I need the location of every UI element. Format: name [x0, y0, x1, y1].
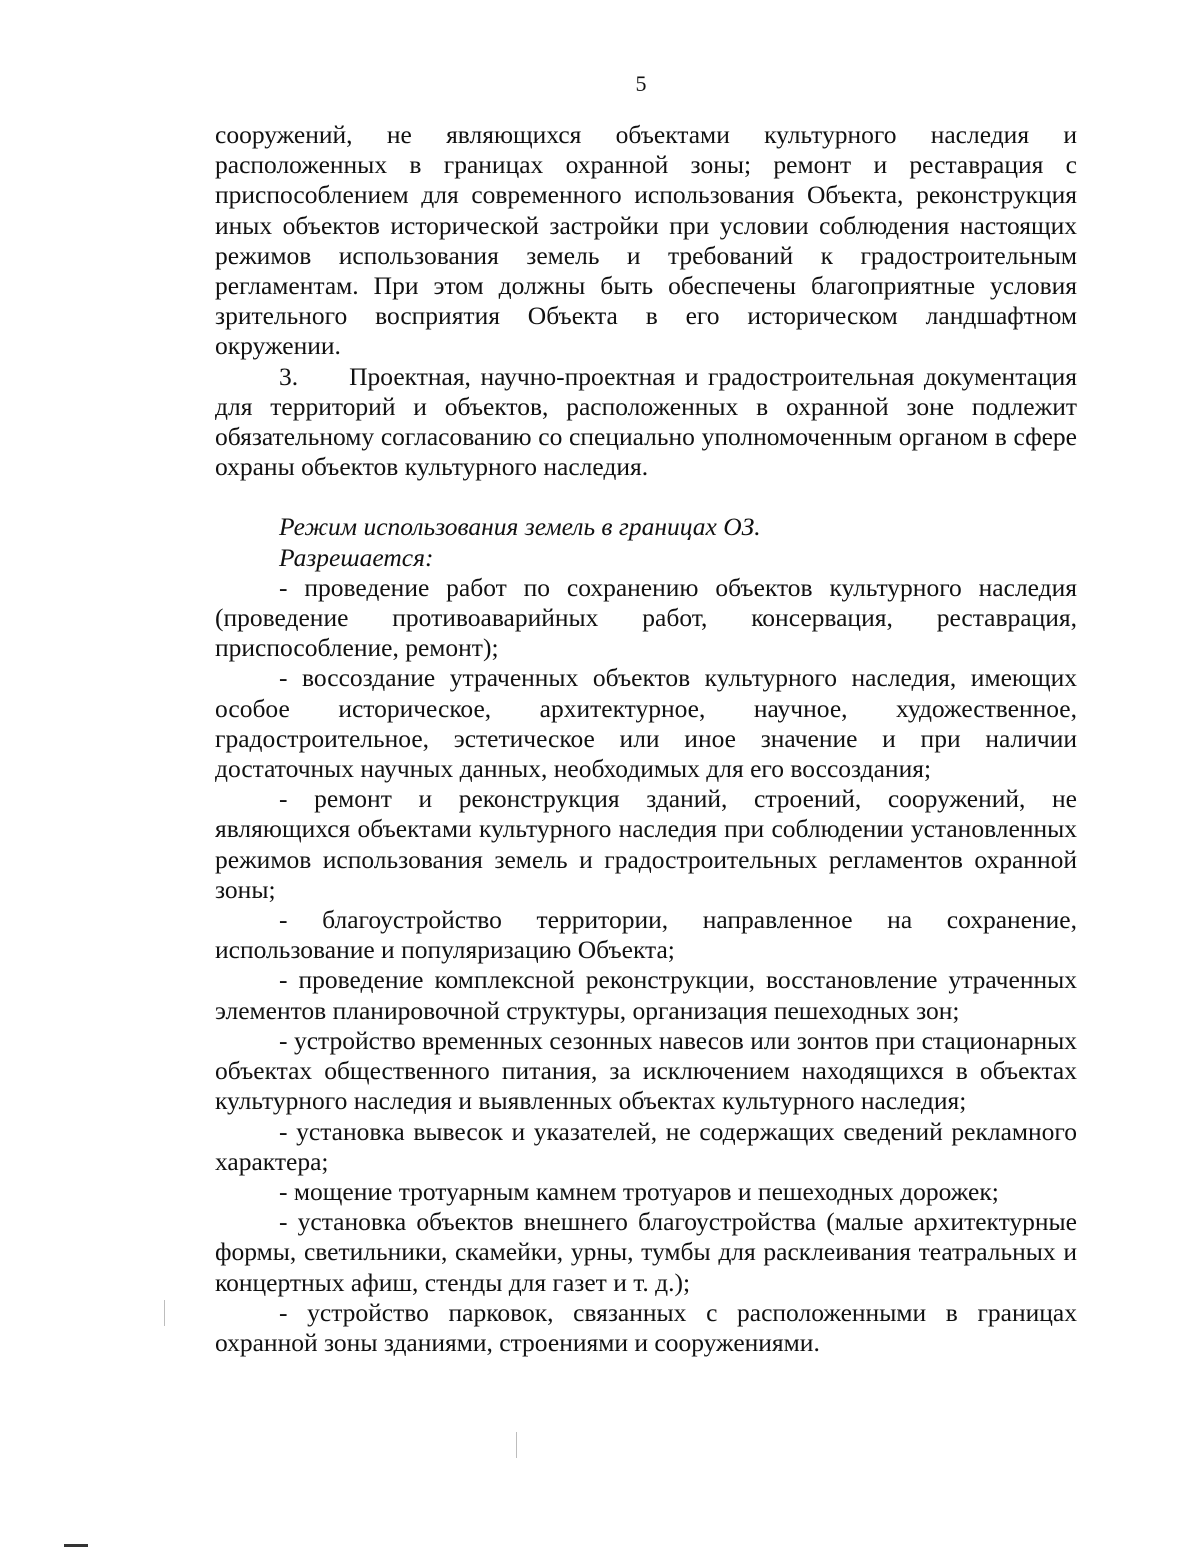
scan-artifact	[164, 1300, 165, 1326]
document-body	[215, 120, 1077, 1358]
list-item: - ремонт и реконструкция зданий, строений, сооружений, не являющихся объектами культурного наследия при соблюдении установленных режимов использования земель и градостроительных регламентов охранной зоны;	[215, 784, 1077, 904]
list-item: - устройство парковок, связанных с расположенными в границах охранной зоны зданиями, строениями и сооружениями.	[215, 1297, 1077, 1357]
paragraph-continuation: сооружений, не являющихся объектами культурного наследия и расположенных в границах охранной зоны; ремонт и реставрация с приспособлением для современного использования Объекта, реконструкция иных объектов исторической застройки при условии соблюдения настоящих режимов использования земель и требований к градостроительным регламентам. При этом должны быть обеспечены благоприятные условия зрительного восприятия Объекта в его историческом ландшафтном окружении.	[215, 120, 1077, 361]
list-item: - мощение тротуарным камнем тротуаров и пешеходных дорожек;	[279, 1176, 999, 1206]
page-number: 5	[635, 71, 647, 96]
list-item: - установка вывесок и указателей, не содержащих сведений рекламного характера;	[215, 1116, 1077, 1176]
section-title: Режим использования земель в границах ОЗ.	[279, 512, 761, 542]
spacer	[215, 482, 1077, 512]
scan-artifact	[516, 1432, 517, 1458]
scan-artifact	[64, 1544, 88, 1547]
list-item: - благоустройство территории, направленное на сохранение, использование и популяризацию Объекта;	[215, 905, 1077, 965]
allowed-label: Разрешается:	[279, 542, 434, 572]
list-item: - устройство временных сезонных навесов или зонтов при стационарных объектах общественного питания, за исключением находящихся в объектах культурного наследия и выявленных объектах культурного наследия;	[215, 1025, 1077, 1116]
list-item: - воссоздание утраченных объектов культурного наследия, имеющих особое историческое, архитектурное, научное, художественное, градостроительное, эстетическое или иное значение и при наличии достаточных научных данных, необходимых для его воссоздания;	[215, 663, 1077, 784]
list-item: - проведение работ по сохранению объектов культурного наследия (проведение противоаварийных работ, консервация, реставрация, приспособление, ремонт);	[215, 572, 1077, 663]
paragraph-3: 3. Проектная, научно-проектная и градостроительная документация для территорий и объектов, расположенных в охранной зоне подлежит обязательному согласованию со специально уполномоченным органом в сфере охраны объектов культурного наследия.	[215, 361, 1077, 482]
list-item: - проведение комплексной реконструкции, восстановление утраченных элементов планировочной структуры, организация пешеходных зон;	[215, 965, 1077, 1025]
list-item: - установка объектов внешнего благоустройства (малые архитектурные формы, светильники, скамейки, урны, тумбы для расклеивания театральных и концертных афиш, стенды для газет и т. д.);	[215, 1207, 1077, 1297]
